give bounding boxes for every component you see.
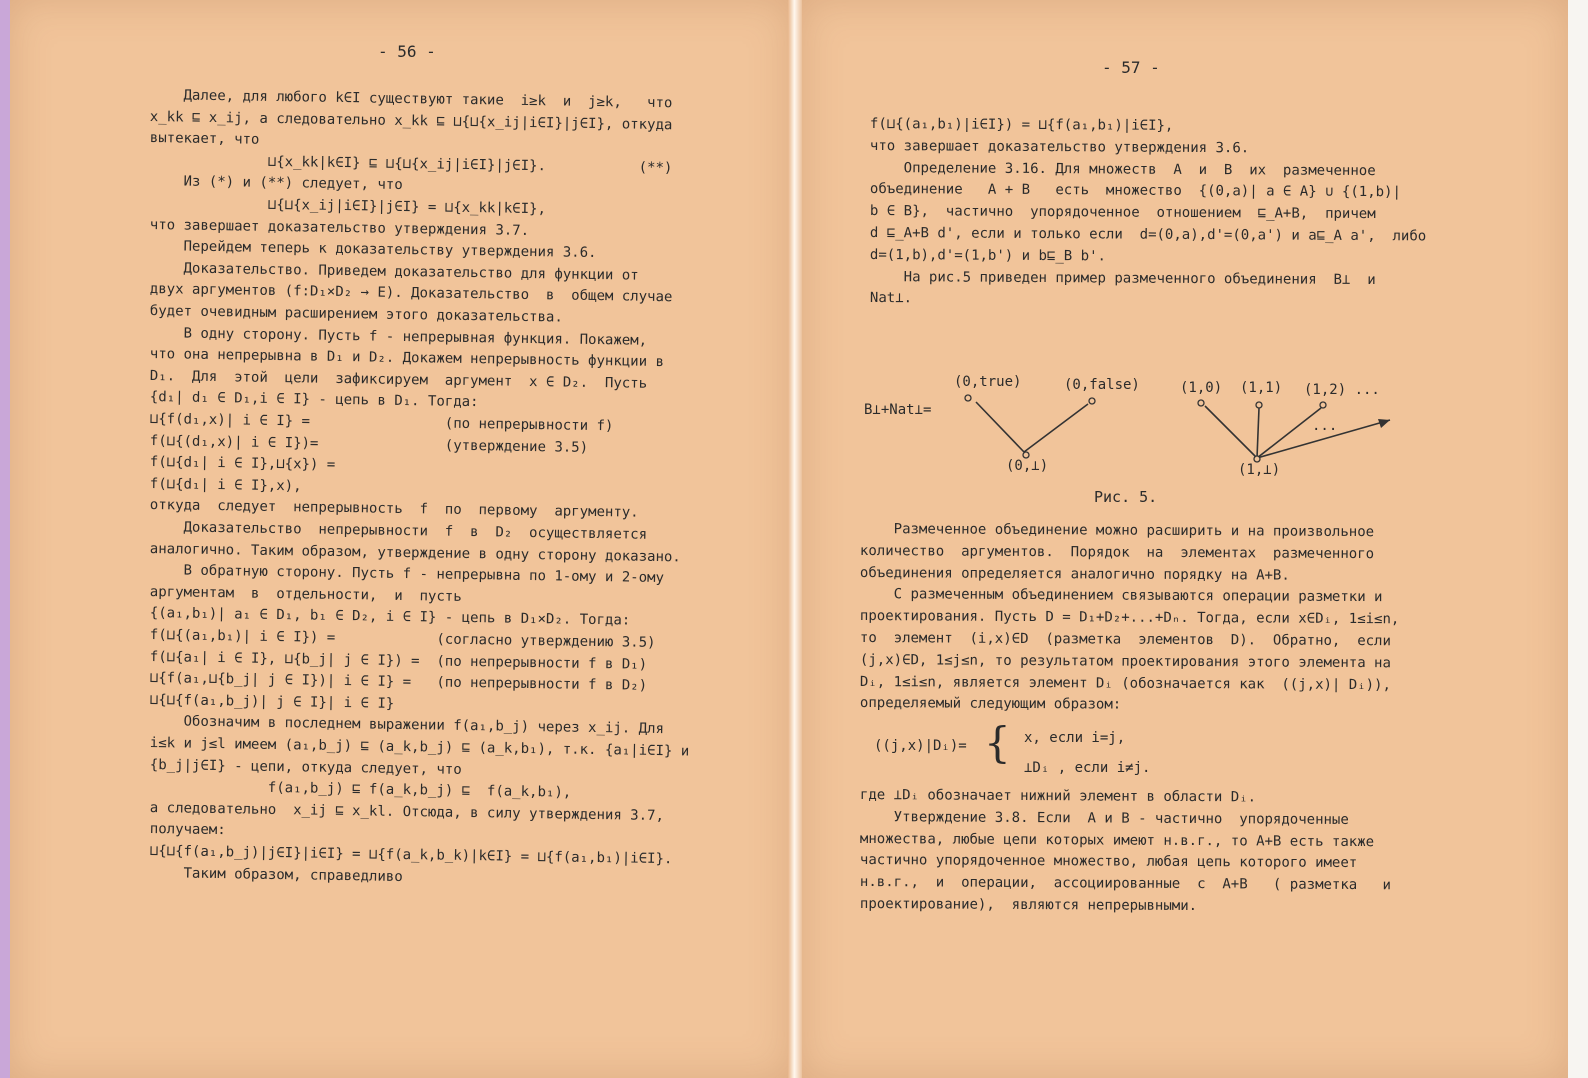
text-line: {d₁| d₁ ∈ D₁,i ∈ I} - цепь в D₁. Тогда: (149, 389, 479, 411)
text-line: множества, любые цепи которых имеют н.в.г., то A+B есть также (859, 830, 1375, 850)
node-1-1 (1256, 402, 1262, 408)
text-line: где ⊥Dᵢ обозначает нижний элемент в области Dᵢ. (859, 787, 1257, 806)
node-0-false (1089, 398, 1095, 404)
left-page (0, 0, 790, 1078)
text-line: f(⊔{(d₁,x)| i ∈ I})= (утверждение 3.5) (149, 432, 589, 456)
text-line: вытекает, что (149, 130, 260, 148)
text-line: В одну сторону. Пусть f - непрерывная функция. Покажем, (149, 324, 648, 349)
text-line: объединение A + B есть множество {(0,a)| a ∈ A} ∪ {(1,b)| (869, 181, 1401, 201)
text-line: i≤k и j≤l имеем (a₁,b_j) ⊑ (a_k,b_j) ⊑ (a_k,b₁), т.к. {a₁|i∈I} и (149, 734, 690, 760)
text-line: ⊔{⊔{x_ij|i∈I}|j∈I} = ⊔{x_kk|k∈I}, (149, 194, 547, 218)
text-line: получаем: (149, 821, 226, 839)
text-line: Утверждение 3.8. Если A и B - частично упорядоченные (859, 808, 1349, 828)
text-line: Nat⊥. (869, 290, 913, 307)
text-line: ⊔{x_kk|k∈I} ⊑ ⊔{⊔{x_ij|i∈I}|j∈I}. (**) (149, 151, 673, 177)
text-line: двух аргументов (f:D₁×D₂ → E). Доказательство в общем случае (149, 281, 673, 306)
text-line: Размеченное объединение можно расширить и на произвольное (859, 521, 1375, 541)
text-line: x_kk ⊑ x_ij, а следовательно x_kk ⊑ ⊔{⊔{x_ij|i∈I}|j∈I}, откуда (149, 108, 673, 133)
text-line: что она непрерывна в D₁ и D₂. Докажем непрерывность функции в (149, 346, 665, 371)
edge-b-true (976, 402, 1024, 452)
text-line: Перейдем теперь к доказательству утверждения 3.6. (149, 238, 597, 262)
node-label: (1,0) (1180, 380, 1223, 396)
node-1-2 (1320, 402, 1326, 408)
text-line: ⊔{f(a₁,⊔{b_j| j ∈ I})| i ∈ I} = (по непрерывности f в D₂) (149, 670, 648, 694)
formula-lhs: ((j,x)|Dᵢ)= (874, 738, 967, 754)
text-line: н.в.г., и операции, ассоциированные с A+B ( разметка и (859, 874, 1391, 894)
right-page (802, 0, 1568, 1078)
text-line: Таким образом, справедливо (149, 864, 403, 885)
text-line: ⊔{⊔{f(a₁,b_j)|j∈I}|i∈I} = ⊔{f(a_k,b_k)|k∈I} = ⊔{f(a₁,b₁)|i∈I}. (149, 842, 673, 868)
text-line: Доказательство. Приведем доказательство для функции от (149, 259, 639, 284)
text-line: ⊔{f(d₁,x)| i ∈ I} = (по непрерывности f) (149, 410, 614, 435)
text-line: Доказательство непрерывности f в D₂ осуществляется (149, 518, 648, 543)
text-line: Далее, для любого k∈I существуют такие i≥k и j≥k, что (149, 86, 673, 112)
node-label: (1,2) ... (1304, 382, 1380, 398)
text-line: (j,x)∈D, 1≤j≤n, то результатом проектирования этого элемента на (859, 651, 1391, 672)
edge-b-false (1024, 404, 1088, 452)
text-line: f(⊔{d₁| i ∈ I},x), (149, 475, 302, 495)
formula-case-1: x, если i=j, (1024, 730, 1126, 746)
text-line: проектирование), являются непрерывными. (859, 896, 1198, 915)
text-line: ⊔{⊔{f(a₁,b_j)| j ∈ I}| i ∈ I} (149, 691, 395, 712)
edge-nat-0 (1205, 406, 1257, 458)
node-label: (1,⊥) (1238, 462, 1281, 478)
figure-caption: Рис. 5. (1094, 488, 1158, 506)
text-line: В обратную сторону. Пусть f - непрерывна по 1-ому и 2-ому (149, 562, 665, 587)
text-line: Dᵢ, 1≤i≤n, является элемент Dᵢ (обозначается как ((j,x)| Dᵢ)), (859, 673, 1391, 693)
text-line: d ⊑_A+B d', если и только если d=(0,a),d'=(0,a') и a⊑_A a', либо (869, 224, 1427, 245)
node-0-true (965, 395, 971, 401)
text-line: f(⊔{(a₁,b₁)|i∈I}) = ⊔{f(a₁,b₁)|i∈I}, (869, 115, 1174, 134)
text-line: На рис.5 приведен пример размеченного объединения B⊥ и (869, 268, 1376, 288)
text-line: то элемент (i,x)∈D (разметка элементов D). Обратно, если (859, 630, 1391, 650)
text-line: аналогично. Таким образом, утверждение в одну сторону доказано. (149, 540, 681, 565)
text-line: а следовательно x_ij ⊑ x_kl. Отсюда, в силу утверждения 3.7, (149, 799, 665, 824)
text-line: Обозначим в последнем выражении f(a₁,b_j) через x_ij. Для (149, 713, 665, 738)
text-line: f(⊔{(a₁,b₁)| i ∈ I}) = (согласно утверждению 3.5) (149, 626, 656, 651)
node-dots: ... (1312, 418, 1338, 434)
text-line: С размеченным объединением связываются операции разметки и (859, 586, 1383, 606)
text-line: f(⊔{d₁| i ∈ I},⊔{x}) = (149, 454, 336, 474)
page-edge (1568, 0, 1588, 1078)
text-line: проектирования. Пусть D = D₁+D₂+...+Dₙ. Тогда, если x∈Dᵢ, 1≤i≤n, (859, 608, 1400, 628)
text-line: b ∈ B}, частично упорядоченное отношением ⊑_A+B, причем (869, 203, 1376, 223)
arrowhead-icon (1378, 419, 1390, 428)
node-label: (1,1) (1240, 380, 1283, 396)
text-line: D₁. Для этой цели зафиксируем аргумент x ∈ D₂. Пусть (149, 367, 648, 392)
text-line: частично упорядоченное множество, любая цепь которого имеет (859, 852, 1358, 872)
node-label: (0,⊥) (1006, 458, 1049, 474)
figure-lhs-label: B⊥+Nat⊥= (864, 402, 932, 418)
page-number: - 57 - (1102, 58, 1160, 77)
brace-icon: { (984, 718, 1011, 767)
text-line: количество аргументов. Порядок на элементах размеченного (859, 542, 1375, 562)
text-line: аргументам в отдельности, и пусть (149, 583, 462, 605)
text-line: {(a₁,b₁)| a₁ ∈ D₁, b₁ ∈ D₂, i ∈ I} - цепь в D₁×D₂. Тогда: (149, 605, 631, 629)
text-line: будет очевидным расширением этого доказательства. (149, 302, 563, 326)
text-line: определяемый следующим образом: (859, 695, 1122, 713)
text-line: {b_j|j∈I} - цепи, откуда следует, что (149, 756, 462, 778)
text-line: Из (*) и (**) следует, что (149, 173, 403, 194)
text-line: что завершает доказательство утверждения 3.7. (149, 216, 530, 239)
formula-case-2: ⊥Dᵢ , если i≠j. (1024, 760, 1151, 776)
page-number: - 56 - (378, 42, 436, 61)
node-label: (0,false) (1064, 377, 1140, 393)
node-label: (0,true) (954, 374, 1022, 390)
text-line: d=(1,b),d'=(1,b') и b⊑_B b'. (869, 246, 1107, 265)
text-line: откуда следует непрерывность f по первому аргументу. (149, 497, 639, 522)
edge-nat-1 (1257, 408, 1259, 458)
text-line: что завершает доказательство утверждения 3.6. (869, 137, 1250, 157)
text-line: Определение 3.16. Для множеств A и B их размеченное (869, 159, 1376, 179)
text-line: f(⊔{a₁| i ∈ I}, ⊔{b_j| j ∈ I}) = (по непрерывности f в D₁) (149, 648, 648, 673)
text-line: объединения определяется аналогично порядку на A+B. (859, 564, 1290, 584)
text-line: f(a₁,b_j) ⊑ f(a_k,b_j) ⊑ f(a_k,b₁), (149, 778, 572, 801)
figure-5-diagram (802, 0, 1568, 520)
node-1-0 (1198, 400, 1204, 406)
